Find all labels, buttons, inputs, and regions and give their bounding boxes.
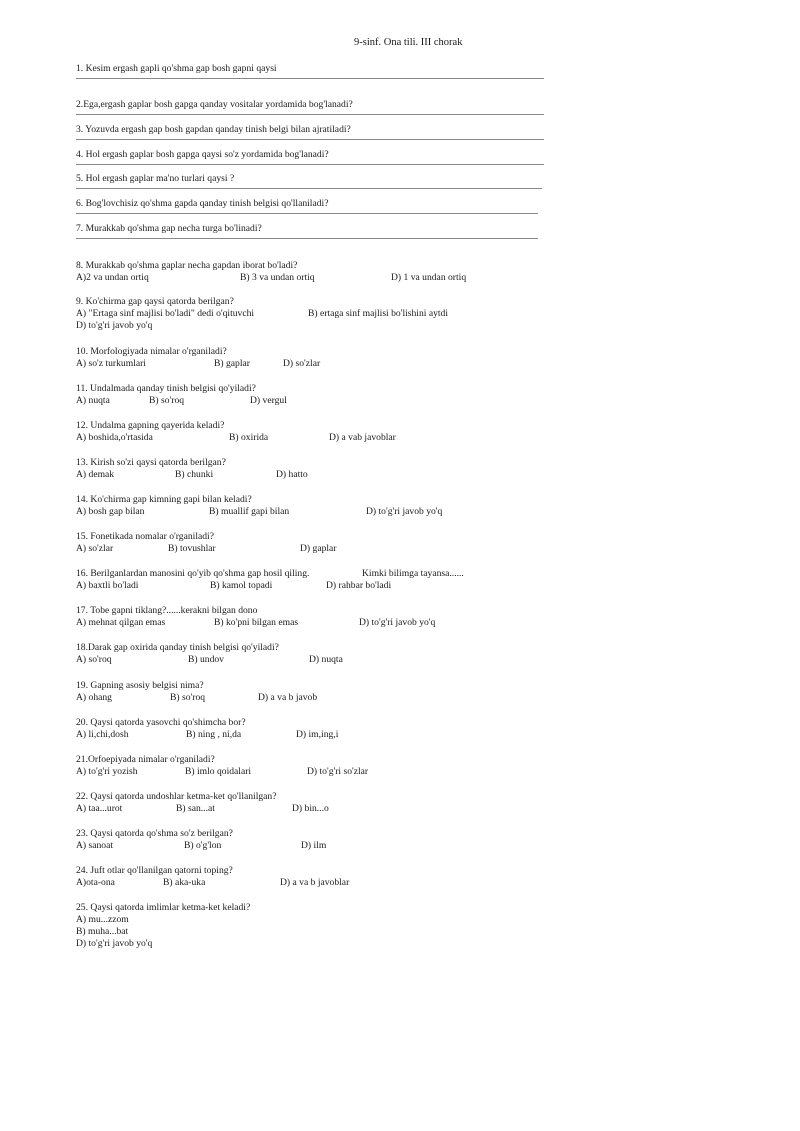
question-text: 13. Kirish so'zi qaysi qatorda berilgan? <box>76 457 226 468</box>
options-row <box>76 914 250 926</box>
answer-option[interactable]: B) aka-uka <box>163 877 206 888</box>
question-block <box>76 865 350 889</box>
question-block <box>76 680 318 704</box>
answer-option[interactable]: B) tovushlar <box>168 543 216 554</box>
question-row <box>76 680 204 692</box>
answer-option[interactable]: D) vergul <box>250 395 287 406</box>
answer-option[interactable]: A) mu...zzom <box>76 914 129 925</box>
question-row <box>76 902 250 914</box>
answer-option[interactable]: A) mehnat qilgan emas <box>76 617 166 628</box>
question-text: 12. Undalma gapning qayerida keladi? <box>76 420 225 431</box>
question-text: 11. Undalmada qanday tinish belgisi qo'yiladi? <box>76 383 256 394</box>
answer-option[interactable]: A) nuqta <box>76 395 110 406</box>
answer-option[interactable]: D) to'g'ri so'zlar <box>307 766 369 777</box>
open-question <box>76 124 351 136</box>
question-block <box>76 642 343 666</box>
answer-option[interactable]: A) so'roq <box>76 654 112 665</box>
answer-option[interactable]: A)2 va undan ortiq <box>76 272 149 283</box>
question-text: 9. Ko'chirma gap qaysi qatorda berilgan? <box>76 296 234 307</box>
options-row <box>76 877 350 889</box>
question-row <box>76 642 279 654</box>
question-text: 25. Qaysi qatorda imlimlar ketma-ket keladi? <box>76 902 251 913</box>
question-row <box>76 717 246 729</box>
question-row <box>76 865 233 877</box>
answer-option[interactable]: D) to'g'ri javob yo'q <box>366 506 443 517</box>
question-block <box>76 531 337 555</box>
question-block <box>76 494 443 518</box>
question-text: 15. Fonetikada nomalar o'rganiladi? <box>76 531 214 542</box>
options-row <box>76 803 329 815</box>
open-question <box>76 198 328 210</box>
options-row <box>76 926 250 938</box>
options-row <box>76 432 396 444</box>
answer-option[interactable]: A) "Ertaga sinf majlisi bo'ladi" dedi o'qituvchi <box>76 308 255 319</box>
answer-option[interactable]: D) a va b javob <box>258 692 318 703</box>
question-row <box>76 494 252 506</box>
question-row <box>76 754 215 766</box>
answer-option[interactable]: D) so'zlar <box>283 358 321 369</box>
answer-option[interactable]: B) ertaga sinf majlisi bo'lishini aytdi <box>308 308 449 319</box>
answer-option[interactable]: D) hatto <box>276 469 308 480</box>
question-row <box>76 383 256 395</box>
options-row <box>76 395 287 407</box>
options-row <box>76 272 467 284</box>
options-row <box>76 766 369 778</box>
answer-option[interactable]: B) oxirida <box>229 432 269 443</box>
question-text: 20. Qaysi qatorda yasovchi qo'shimcha bor? <box>76 717 246 728</box>
answer-option[interactable]: B) muallif gapi bilan <box>209 506 290 517</box>
answer-line <box>76 164 544 165</box>
options-row <box>76 358 321 370</box>
answer-option[interactable]: D) nuqta <box>309 654 343 665</box>
options-row <box>76 580 392 592</box>
question-row <box>76 568 464 580</box>
question-block <box>76 791 329 815</box>
answer-option[interactable]: B) 3 va undan ortiq <box>240 272 315 283</box>
open-question <box>76 149 329 161</box>
open-question <box>76 173 234 185</box>
question-block <box>76 420 396 444</box>
answer-option[interactable]: D) to'g'ri javob yo'q <box>76 320 153 331</box>
options-row <box>76 729 339 741</box>
answer-option[interactable]: D) a vab javoblar <box>329 432 396 443</box>
answer-option[interactable]: D) to'g'ri javob yo'q <box>76 938 153 949</box>
question-text: 1. Kesim ergash gapli qo'shma gap bosh gapni qaysi <box>76 63 277 74</box>
question-row <box>76 346 227 358</box>
answer-option[interactable]: B) so'roq <box>170 692 206 703</box>
options-row <box>76 308 449 320</box>
question-row <box>76 828 233 840</box>
open-question <box>76 63 277 75</box>
question-block <box>76 260 467 284</box>
answer-option[interactable]: A) sanoat <box>76 840 114 851</box>
question-row <box>76 457 226 469</box>
question-block <box>76 754 369 778</box>
answer-line <box>76 139 544 140</box>
question-text: 19. Gapning asosiy belgisi nima? <box>76 680 204 691</box>
question-text: 23. Qaysi qatorda qo'shma so'z berilgan? <box>76 828 233 839</box>
question-text: 21.Orfoepiyada nimalar o'rganiladi? <box>76 754 215 765</box>
answer-option[interactable]: B) san...at <box>176 803 215 814</box>
answer-option[interactable]: A) bosh gap bilan <box>76 506 145 517</box>
answer-option[interactable]: B) ning , ni,da <box>186 729 242 740</box>
question-text: 22. Qaysi qatorda undoshlar ketma-ket qo'llanilgan? <box>76 791 277 802</box>
question-block <box>76 717 339 741</box>
question-block <box>76 568 464 592</box>
answer-option[interactable]: A) so'zlar <box>76 543 114 554</box>
options-row <box>76 840 327 852</box>
open-question <box>76 223 262 235</box>
question-block <box>76 383 287 407</box>
answer-option[interactable]: B) so'roq <box>149 395 185 406</box>
answer-option[interactable]: D) to'g'ri javob yo'q <box>359 617 436 628</box>
answer-option[interactable]: A) li,chi,dosh <box>76 729 129 740</box>
answer-option[interactable]: A) baxtli bo'ladi <box>76 580 139 591</box>
answer-line <box>76 213 538 214</box>
question-row <box>76 791 276 803</box>
question-text: 10. Morfologiyada nimalar o'rganiladi? <box>76 346 227 357</box>
question-row <box>76 605 257 617</box>
question-row <box>76 296 234 308</box>
answer-line <box>76 78 544 79</box>
options-row <box>76 506 443 518</box>
answer-option[interactable]: D) a va b javoblar <box>280 877 350 888</box>
answer-option[interactable]: A) ohang <box>76 692 112 703</box>
question-block <box>76 828 327 852</box>
answer-option[interactable]: B) o'g'lon <box>184 840 222 851</box>
answer-option[interactable]: D) bin...o <box>292 803 329 814</box>
options-row <box>76 543 337 555</box>
question-text: 5. Hol ergash gaplar ma'no turlari qaysi ? <box>76 173 235 184</box>
answer-option[interactable]: A) boshida,o'rtasida <box>76 432 153 443</box>
answer-option[interactable]: A) demak <box>76 469 115 480</box>
answer-option[interactable]: D) gaplar <box>300 543 337 554</box>
question-text: 3. Yozuvda ergash gap bosh gapdan qanday tinish belgi bilan ajratiladi? <box>76 124 351 135</box>
question-text: 18.Darak gap oxirida qanday tinish belgisi qo'yiladi? <box>76 642 279 653</box>
question-block <box>76 457 308 481</box>
question-text: 4. Hol ergash gaplar bosh gapga qaysi so'z yordamida bog'lanadi? <box>76 149 329 160</box>
options-row <box>76 938 250 950</box>
question-text: 2.Ega,ergash gaplar bosh gapga qanday vositalar yordamida bog'lanadi? <box>76 99 353 110</box>
answer-option[interactable]: B) imlo qoidalari <box>185 766 252 777</box>
answer-option[interactable]: B) undov <box>188 654 224 665</box>
question-row <box>76 531 214 543</box>
options-row <box>76 692 318 704</box>
question-block <box>76 605 436 629</box>
question-text: 16. Berilganlardan manosini qo'yib qo'shma gap hosil qiling. <box>76 568 310 579</box>
answer-option[interactable]: A) to'g'ri yozish <box>76 766 138 777</box>
answer-option[interactable]: D) ilm <box>301 840 327 851</box>
answer-option[interactable]: B) chunki <box>175 469 214 480</box>
answer-option[interactable]: D) 1 va undan ortiq <box>391 272 467 283</box>
answer-option[interactable]: B) muha...bat <box>76 926 129 937</box>
question-text: 24. Juft otlar qo'llanilgan qatorni toping? <box>76 865 233 876</box>
question-text: 17. Tobe gapni tiklang?......kerakni bilgan dono <box>76 605 258 616</box>
question-block <box>76 346 321 370</box>
options-row <box>76 469 308 481</box>
answer-option[interactable]: B) ko'pni bilgan emas <box>214 617 299 628</box>
answer-option[interactable]: B) kamol topadi <box>210 580 273 591</box>
question-text: 7. Murakkab qo'shma gap necha turga bo'linadi? <box>76 223 262 234</box>
answer-line <box>76 238 538 239</box>
answer-line <box>76 114 544 115</box>
answer-option[interactable]: A)ota-ona <box>76 877 115 888</box>
answer-option[interactable]: B) gaplar <box>214 358 250 369</box>
answer-option[interactable]: A) taa...urot <box>76 803 123 814</box>
answer-line <box>76 188 542 189</box>
open-question <box>76 99 353 111</box>
page-title: 9-sinf. Ona tili. III chorak <box>354 37 463 48</box>
question-prompt: Kimki bilimga tayansa...... <box>362 568 464 579</box>
question-row <box>76 260 297 272</box>
options-row <box>76 320 234 332</box>
question-text: 8. Murakkab qo'shma gaplar necha gapdan iborat bo'ladi? <box>76 260 298 271</box>
question-row <box>76 420 224 432</box>
answer-option[interactable]: A) so'z turkumlari <box>76 358 146 369</box>
options-row <box>76 617 436 629</box>
question-text: 14. Ko'chirma gap kimning gapi bilan keladi? <box>76 494 252 505</box>
answer-option[interactable]: D) rahbar bo'ladi <box>326 580 392 591</box>
options-row <box>76 654 343 666</box>
question-text: 6. Bog'lovchisiz qo'shma gapda qanday tinish belgisi qo'llaniladi? <box>76 198 329 209</box>
question-block <box>76 902 250 950</box>
answer-option[interactable]: D) im,ing,i <box>296 729 339 740</box>
question-block <box>76 296 449 332</box>
